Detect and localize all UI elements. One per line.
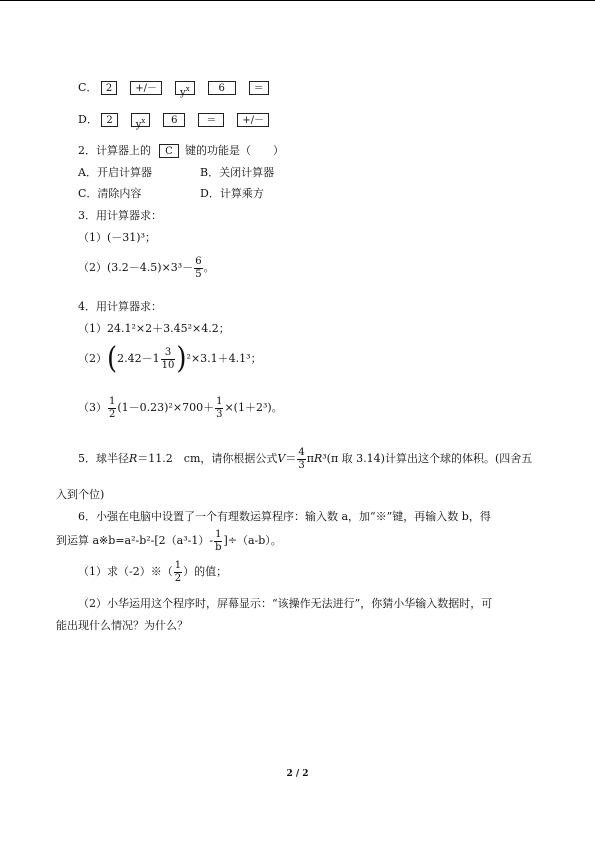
key-6: 6	[163, 113, 185, 127]
q5-line2: 入到个位)	[56, 488, 105, 501]
fraction: $\frac{6}{5}$	[195, 255, 202, 280]
q6-line1: 6．小强在电脑中设置了一个有理数运算程序：输入数 a，加“※”键，再输入数 b，得	[78, 510, 491, 523]
option-d-keys	[78, 113, 269, 131]
key-plus-minus: +/－	[237, 113, 269, 127]
key-equals: ＝	[198, 113, 224, 127]
q6-line2: 到运算 a※b=a²-b²-[2（a³-1）- $\frac{1}{b}$ ]÷（a-b）。	[56, 528, 282, 553]
q2-option-c: C．清除内容	[78, 187, 142, 200]
page-number: 2 / 2	[286, 769, 309, 779]
q3-title: 3．用计算器求：	[78, 209, 162, 222]
q4-part3: （3） $\frac{1}{2}$ (1－0.23)²×700＋ $\frac{1}{3}$ ×(1＋2³)。	[78, 395, 283, 420]
key-y-power-x: $y^x$	[131, 113, 151, 127]
q5-line1: 5．球半径R＝11.2 cm，请你根据公式V＝ $\frac{4}{3}$ πR³(π 取 3.14)计算出这个球的体积。(四舍五	[78, 446, 533, 471]
q2-option-a: A．开启计算器	[78, 166, 152, 179]
q2-option-d: D．计算乘方	[200, 187, 264, 200]
key-equals: ＝	[249, 81, 269, 95]
q3-part2: （2）(3.2－4.5)×3³－ $\frac{6}{5}$ 。	[78, 255, 215, 280]
key-plus-minus: +/－	[130, 81, 162, 95]
fraction: $\frac{1}{2}$	[109, 395, 116, 420]
key-c: C	[159, 144, 179, 158]
q4-title: 4．用计算器求：	[78, 300, 162, 313]
q4-part2: （2）(2.42－1 $\frac{3}{10}$ )²×3.1＋4.1³；	[78, 341, 262, 377]
fraction: $\frac{3}{10}$	[161, 346, 175, 371]
fraction: $\frac{4}{3}$	[298, 446, 305, 471]
option-label: C．	[78, 81, 98, 94]
option-label: D．	[78, 113, 98, 126]
q6-part1: （1）求（-2）※（ $\frac{1}{2}$ ）的值；	[78, 559, 228, 584]
key-y-power-x: $y^x$	[175, 81, 195, 95]
top-border	[0, 0, 595, 1]
fraction: $\frac{1}{3}$	[216, 395, 223, 420]
option-c-keys	[78, 81, 269, 99]
key-2: 2	[101, 113, 117, 127]
fraction: $\frac{1}{b}$	[215, 528, 222, 553]
q2-option-b: B．关闭计算器	[200, 166, 275, 179]
key-2: 2	[101, 81, 117, 95]
q6-part2-line1: （2）小华运用这个程序时，屏幕显示：“该操作无法进行”，你猜小华输入数据时，可	[78, 597, 493, 610]
q6-part2-line2: 能出现什么情况？为什么？	[56, 619, 188, 632]
q3-part1: （1）(－31)³；	[78, 231, 156, 244]
fraction: $\frac{1}{2}$	[174, 559, 182, 584]
q4-part1: （1）24.1²×2＋3.45²×4.2；	[78, 322, 230, 335]
q2-stem: 2．计算器上的 C 键的功能是（ ）	[78, 144, 284, 157]
key-6: 6	[208, 81, 236, 95]
